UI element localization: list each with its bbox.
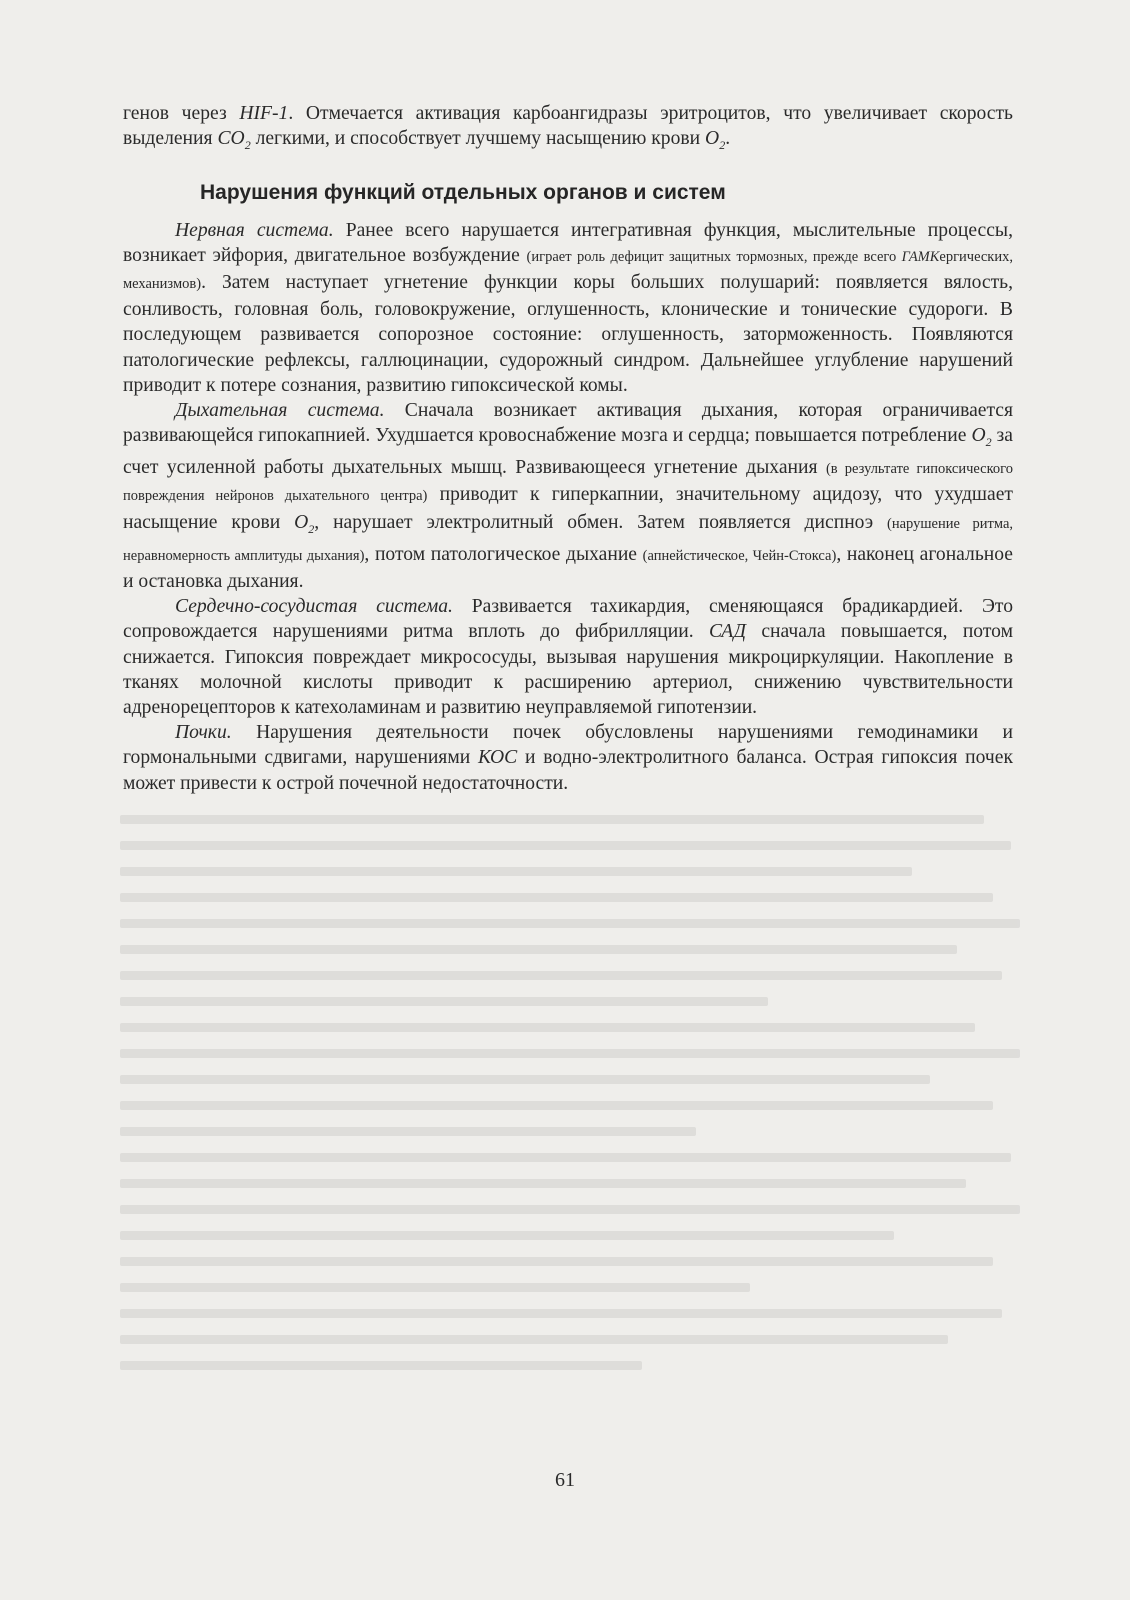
respiratory-system-title: Дыхательная система. [175,399,385,421]
main-text [123,101,1013,796]
page-number: 61 [555,1469,575,1491]
section-heading: Нарушения функций отдельных органов и систем [200,181,726,205]
nervous-system-title: Нервная система. [175,219,334,241]
cardiovascular-system-title: Сердечно-сосудистая система. [175,596,453,618]
paragraph-respiratory-system: Дыхательная система. Сначала возникает активация дыхания, которая ограничивается развивающейся гипокапнией. Ухудшается кровоснабжение мозга и сердца; повышается потребление $O_2$ за счет усиленной работы дыхательных мышц. Развивающееся угнетение дыхания (в результате гипоксического повреждения нейронов дыхательного центра) приводит к гиперкапнии, значительному ацидозу, что ухудшает насыщение крови $O_2$, нарушает электролитный обмен. Затем появляется диспноэ (нарушение ритма, неравномерность амплитуды дыхания), потом патологическое дыхание (апнейстическое, Чейн-Стокса), наконец агональное и остановка дыхания. [123,399,1014,592]
intro-paragraph: генов через HIF-1. Отмечается активация карбоангидразы эритроцитов, что увеличивает скорость выделения $CO_2$ легкими, и способствует лучшему насыщению крови $O_2$. [123,103,1013,153]
paragraph-nervous-system: Нервная система. Ранее всего нарушается интегративная функция, мыслительные процессы, возникает эйфория, двигательное возбуждение (играет роль дефицит защитных тормозных, прежде всего ГАМКергических, механизмов). Затем наступает угнетение функции коры больших полушарий: появляется вялость, сонливость, головная боль, головокружение, оглушенность, клонические и тонические судороги. В последующем развивается сопорозное состояние: оглушенность, заторможенность. Появляются патологические рефлексы, галлюцинации, судорожный синдром. Дальнейшее углубление нарушений приводит к потере сознания, развитию гипоксической комы. [123,219,1013,396]
paragraph-cardiovascular-system: Сердечно-сосудистая система. Развивается тахикардия, сменяющаяся брадикардией. Это сопровождается нарушениями ритма вплоть до фибрилляции. САД сначала повышается, потом снижается. Гипоксия повреждает микрососуды, вызывая нарушения микроциркуляции. Накопление в тканях молочной кислоты приводит к расширению артериол, снижению чувствительности адренорецепторов к катехоламинам и развитию неуправляемой гипотензии. [123,596,1013,718]
paragraph-kidneys: Почки. Нарушения деятельности почек обусловлены нарушениями гемодинамики и гормональными сдвигами, нарушениями КОС и водно-электролитного баланса. Острая гипоксия почек может привести к острой почечной недостаточности. [123,722,1013,794]
bleed-through-background [120,815,1020,1455]
kidneys-title: Почки. [175,722,232,744]
